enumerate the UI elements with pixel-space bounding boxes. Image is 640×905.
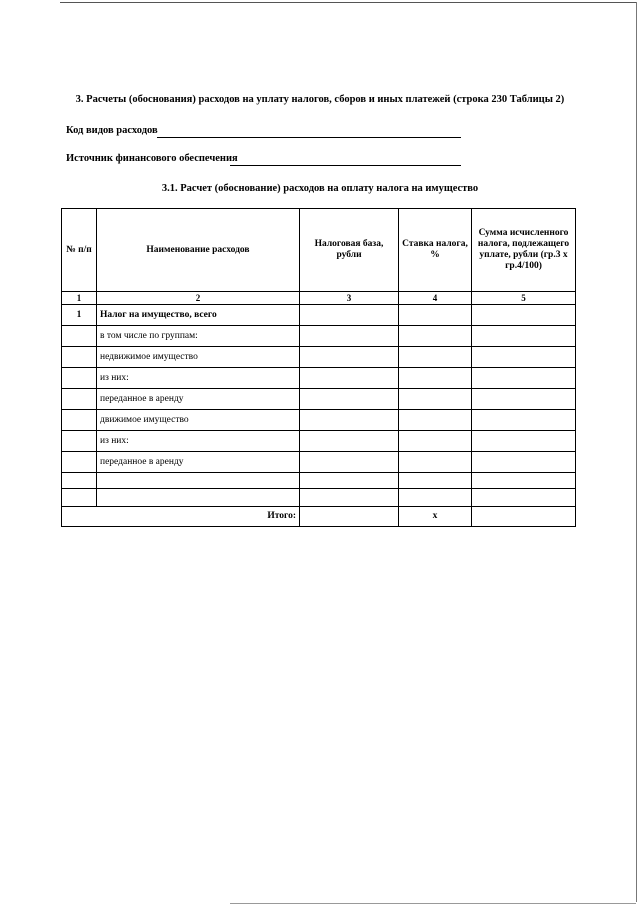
- header-rate: Ставка налога, %: [399, 209, 472, 292]
- row-name: переданное в аренду: [97, 452, 300, 473]
- page-bottom-edge: [230, 903, 636, 904]
- table-row: [62, 326, 576, 347]
- base-cell[interactable]: [300, 489, 399, 507]
- row-num: [62, 326, 97, 347]
- row-name: из них:: [97, 368, 300, 389]
- row-name: Налог на имущество, всего: [97, 305, 300, 326]
- base-cell[interactable]: [300, 305, 399, 326]
- base-cell[interactable]: [300, 452, 399, 473]
- sum-cell[interactable]: [472, 326, 576, 347]
- funding-source-label: Источник финансового обеспечения: [66, 153, 238, 164]
- base-cell[interactable]: [300, 410, 399, 431]
- row-num: [62, 452, 97, 473]
- row-num: [62, 389, 97, 410]
- sum-cell[interactable]: [472, 473, 576, 489]
- row-name: движимое имущество: [97, 410, 300, 431]
- section-title: 3. Расчеты (обоснования) расходов на уплату налогов, сборов и иных платежей (строка 230 Таблицы 2): [75, 94, 565, 105]
- row-name: недвижимое имущество: [97, 347, 300, 368]
- row-num: 1: [62, 305, 97, 326]
- row-name[interactable]: [97, 489, 300, 507]
- rate-cell[interactable]: [399, 347, 472, 368]
- table-row: [62, 489, 576, 507]
- col-number: 4: [399, 292, 472, 305]
- rate-cell[interactable]: [399, 410, 472, 431]
- rate-cell[interactable]: [399, 431, 472, 452]
- rate-cell[interactable]: [399, 452, 472, 473]
- sum-cell[interactable]: [472, 389, 576, 410]
- rate-cell[interactable]: [399, 489, 472, 507]
- row-num: [62, 489, 97, 507]
- sum-cell[interactable]: [472, 305, 576, 326]
- page-top-edge: [60, 2, 636, 3]
- sum-cell[interactable]: [472, 489, 576, 507]
- table-row: [62, 389, 576, 410]
- base-cell[interactable]: [300, 368, 399, 389]
- total-sum-cell[interactable]: [472, 507, 576, 527]
- row-num: [62, 473, 97, 489]
- rate-cell[interactable]: [399, 389, 472, 410]
- row-name[interactable]: [97, 473, 300, 489]
- col-number: 5: [472, 292, 576, 305]
- expense-code-field[interactable]: [157, 137, 461, 138]
- property-tax-table: [61, 208, 576, 527]
- sum-cell[interactable]: [472, 410, 576, 431]
- base-cell[interactable]: [300, 473, 399, 489]
- row-num: [62, 431, 97, 452]
- base-cell[interactable]: [300, 347, 399, 368]
- sum-cell[interactable]: [472, 452, 576, 473]
- table-row: [62, 347, 576, 368]
- header-base: Налоговая база, рубли: [300, 209, 399, 292]
- table-row: [62, 368, 576, 389]
- row-name: переданное в аренду: [97, 389, 300, 410]
- sum-cell[interactable]: [472, 347, 576, 368]
- base-cell[interactable]: [300, 326, 399, 347]
- expense-code-label: Код видов расходов: [66, 125, 158, 136]
- page-right-edge: [636, 2, 637, 902]
- rate-cell[interactable]: [399, 368, 472, 389]
- total-row: [62, 507, 576, 527]
- table-row: [62, 452, 576, 473]
- header-sum: Сумма исчисленного налога, подлежащего уплате, рубли (гр.3 x гр.4/100): [472, 209, 576, 292]
- sum-cell[interactable]: [472, 431, 576, 452]
- rate-cell[interactable]: [399, 473, 472, 489]
- table-row: [62, 410, 576, 431]
- row-name: из них:: [97, 431, 300, 452]
- base-cell[interactable]: [300, 431, 399, 452]
- total-label: Итого:: [62, 507, 300, 527]
- table-row: [62, 431, 576, 452]
- col-number: 2: [97, 292, 300, 305]
- column-number-row: [62, 292, 576, 305]
- row-name: в том числе по группам:: [97, 326, 300, 347]
- table-row: [62, 473, 576, 489]
- row-num: [62, 410, 97, 431]
- table-header-row: [62, 209, 576, 292]
- sum-cell[interactable]: [472, 368, 576, 389]
- header-name: Наименование расходов: [97, 209, 300, 292]
- total-base-cell[interactable]: [300, 507, 399, 527]
- rate-cell[interactable]: [399, 326, 472, 347]
- base-cell[interactable]: [300, 389, 399, 410]
- funding-source-field[interactable]: [230, 165, 461, 166]
- col-number: 1: [62, 292, 97, 305]
- col-number: 3: [300, 292, 399, 305]
- table-row: [62, 305, 576, 326]
- row-num: [62, 368, 97, 389]
- row-num: [62, 347, 97, 368]
- header-num: № п/п: [62, 209, 97, 292]
- subtitle: 3.1. Расчет (обоснование) расходов на оплату налога на имущество: [161, 183, 479, 194]
- total-rate-mark: x: [399, 507, 472, 527]
- rate-cell[interactable]: [399, 305, 472, 326]
